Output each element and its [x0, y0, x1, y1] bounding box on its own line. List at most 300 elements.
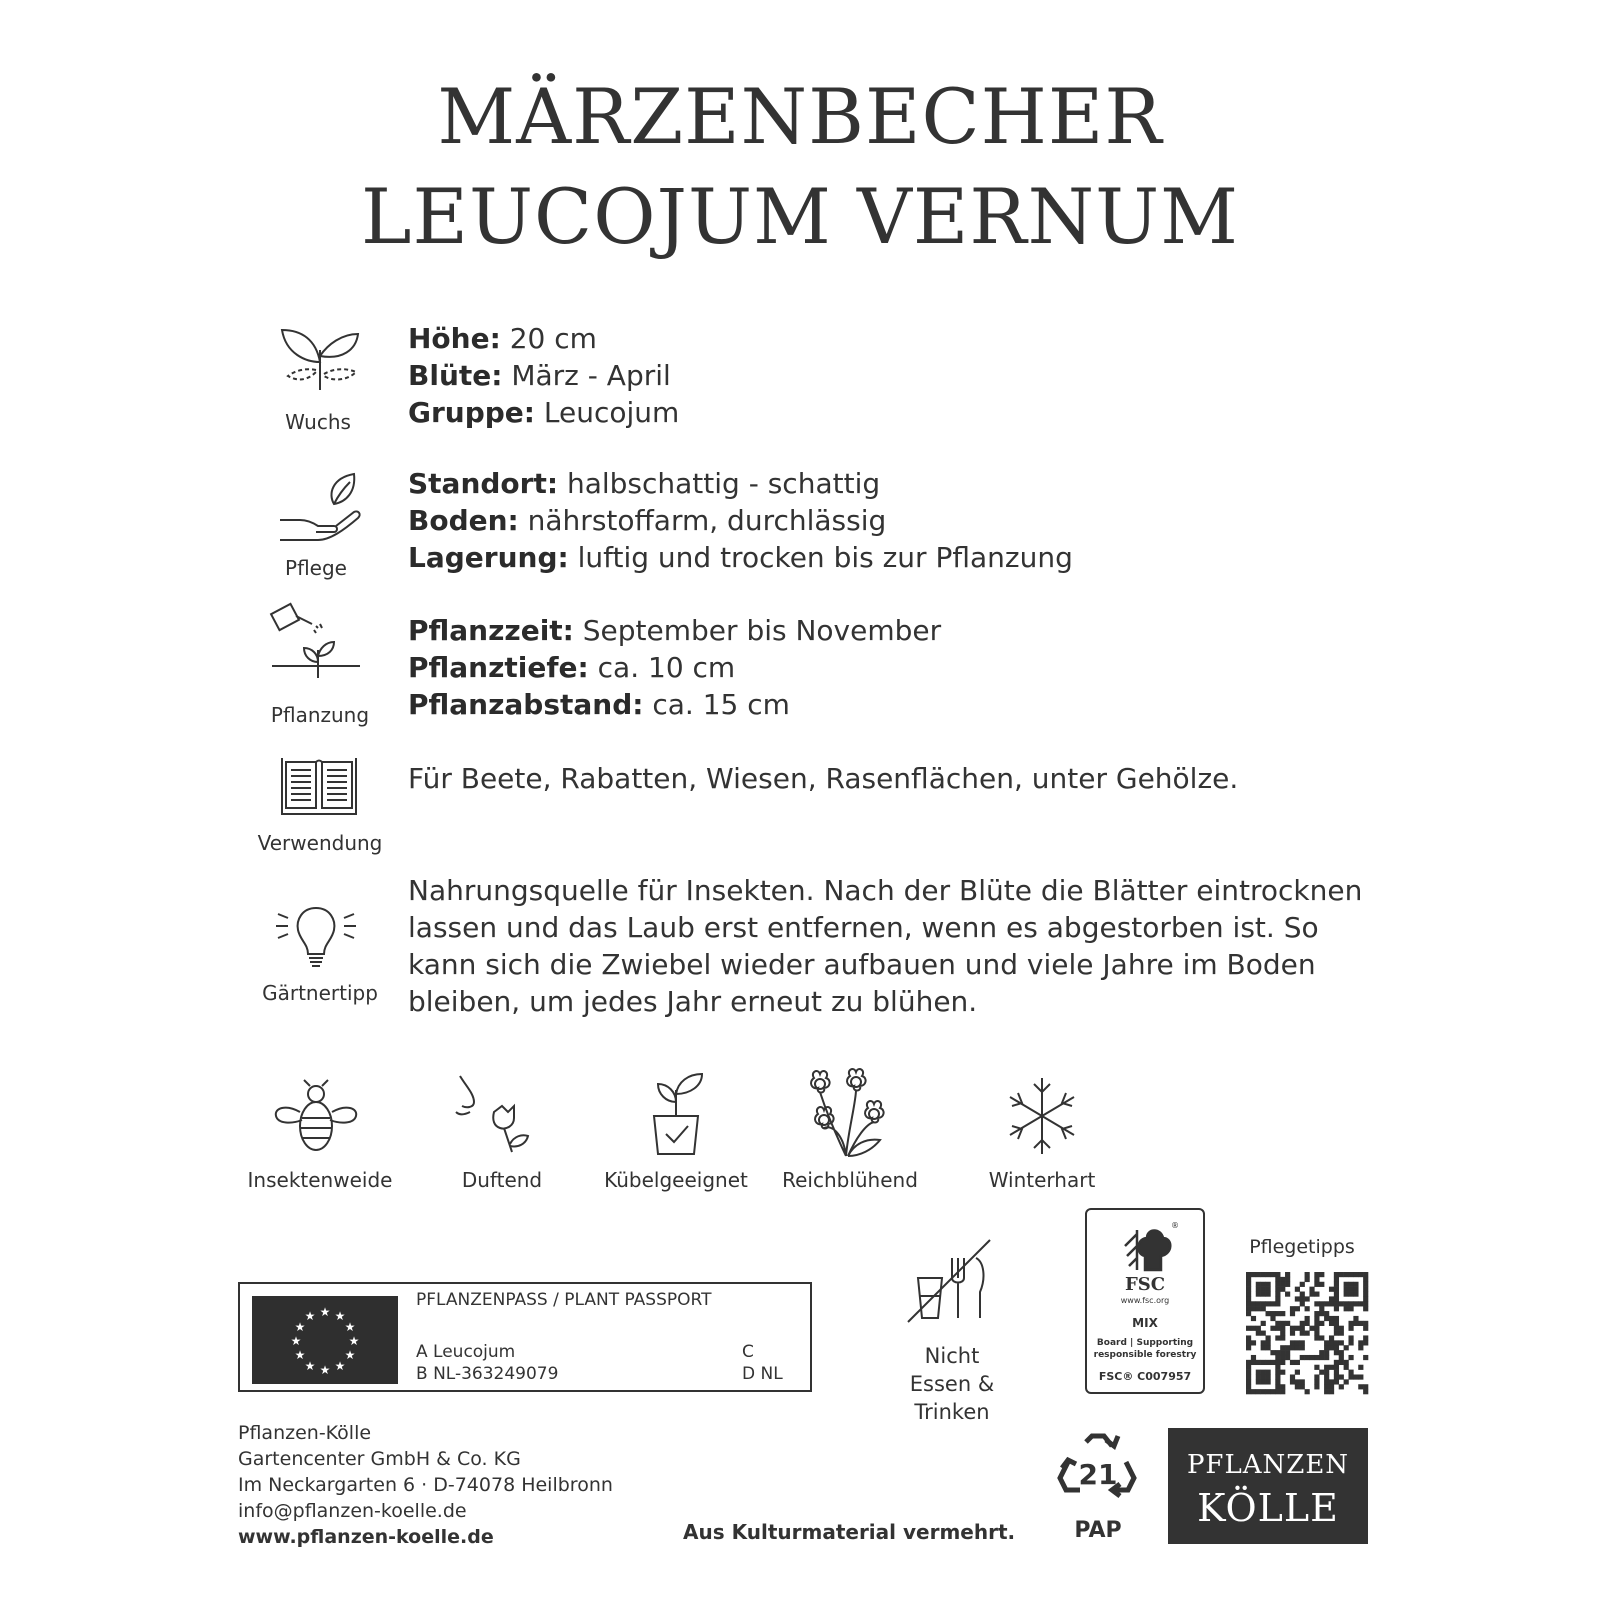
company-address [238, 1420, 613, 1550]
qr-module [1329, 1345, 1334, 1350]
potted-plant-icon [640, 1068, 712, 1158]
qr-module [1246, 1370, 1251, 1375]
qr-module [1261, 1331, 1266, 1336]
qr-module [1251, 1316, 1256, 1321]
fsc-code: FSC® C007957 [1098, 1370, 1192, 1383]
qr-module [1339, 1272, 1344, 1277]
info-row [408, 649, 941, 686]
svg-text:★: ★ [304, 1309, 316, 1323]
qr-module [1353, 1301, 1358, 1306]
fsc-mix: MIX [1132, 1316, 1158, 1330]
qr-module [1353, 1292, 1358, 1297]
qr-module [1246, 1340, 1251, 1345]
qr-module [1363, 1384, 1368, 1389]
qr-module [1329, 1301, 1334, 1306]
qr-module [1314, 1277, 1319, 1282]
qr-module [1319, 1321, 1324, 1326]
qr-module [1314, 1331, 1319, 1336]
qr-module [1363, 1292, 1368, 1297]
qr-module [1314, 1374, 1319, 1379]
qr-module [1261, 1389, 1266, 1394]
qr-module [1358, 1301, 1363, 1306]
qr-module [1329, 1340, 1334, 1345]
qr-module [1251, 1340, 1256, 1345]
qr-module [1290, 1331, 1295, 1336]
qr-module [1261, 1379, 1266, 1384]
svg-text:®: ® [1171, 1221, 1179, 1230]
qr-module [1339, 1326, 1344, 1331]
feature-label-kuebelgeeignet: Kübelgeeignet [604, 1168, 748, 1192]
qr-module [1319, 1311, 1324, 1316]
qr-module [1275, 1311, 1280, 1316]
svg-text:★: ★ [319, 1305, 331, 1319]
qr-module [1344, 1379, 1349, 1384]
qr-module [1329, 1316, 1334, 1321]
plant-growth-icon [276, 310, 362, 396]
qr-module [1300, 1326, 1305, 1331]
qr-module [1280, 1277, 1285, 1282]
info-pflege [408, 465, 1073, 576]
svg-text:★: ★ [319, 1363, 331, 1377]
qr-module [1344, 1301, 1349, 1306]
qr-module [1314, 1326, 1319, 1331]
qr-module [1285, 1321, 1290, 1326]
qr-module [1275, 1277, 1280, 1282]
qr-module [1266, 1311, 1271, 1316]
qr-module [1275, 1296, 1280, 1301]
info-key: Blüte: [408, 359, 503, 392]
qr-module [1275, 1335, 1280, 1340]
qr-module [1324, 1384, 1329, 1389]
qr-module [1334, 1306, 1339, 1311]
qr-module [1275, 1355, 1280, 1360]
passport-d: D NL [742, 1364, 783, 1384]
qr-module [1275, 1292, 1280, 1297]
qr-module [1348, 1370, 1353, 1375]
qr-module [1319, 1282, 1324, 1287]
qr-module [1334, 1379, 1339, 1384]
qr-module [1246, 1326, 1251, 1331]
qr-module [1261, 1360, 1266, 1365]
qr-module [1275, 1365, 1280, 1370]
qr-module [1261, 1340, 1266, 1345]
qr-module [1314, 1301, 1319, 1306]
qr-module [1266, 1272, 1271, 1277]
qr-module [1246, 1384, 1251, 1389]
qr-module [1329, 1365, 1334, 1370]
info-row [408, 465, 1073, 502]
qr-module [1280, 1355, 1285, 1360]
section-label-wuchs: Wuchs [285, 410, 351, 434]
qr-module [1290, 1379, 1295, 1384]
qr-module [1305, 1331, 1310, 1336]
qr-module [1275, 1272, 1280, 1277]
qr-module [1329, 1384, 1334, 1389]
fsc-brand: FSC [1124, 1274, 1166, 1295]
qr-module [1348, 1321, 1353, 1326]
qr-module [1251, 1301, 1256, 1306]
qr-module [1246, 1277, 1251, 1282]
address-line: Pflanzen-Kölle [238, 1422, 372, 1444]
qr-module [1344, 1306, 1349, 1311]
qr-module [1261, 1282, 1266, 1287]
qr-module [1246, 1287, 1251, 1292]
qr-module [1251, 1272, 1256, 1277]
qr-module [1290, 1340, 1295, 1345]
qr-module [1275, 1321, 1280, 1326]
qr-module [1334, 1292, 1339, 1297]
qr-module [1314, 1316, 1319, 1321]
address-email[interactable]: info@pflanzen-koelle.de [238, 1500, 467, 1522]
qr-module [1300, 1355, 1305, 1360]
eu-flag-icon [252, 1296, 398, 1384]
qr-module [1319, 1350, 1324, 1355]
qr-module [1348, 1272, 1353, 1277]
qr-module [1339, 1355, 1344, 1360]
qr-module [1334, 1331, 1339, 1336]
qr-module [1344, 1345, 1349, 1350]
qr-module [1246, 1345, 1251, 1350]
qr-module [1295, 1360, 1300, 1365]
qr-module [1251, 1360, 1256, 1365]
qr-module [1261, 1292, 1266, 1297]
qr-module [1266, 1360, 1271, 1365]
qr-module [1266, 1345, 1271, 1350]
qr-module [1280, 1389, 1285, 1394]
qr-module [1290, 1345, 1295, 1350]
qr-module [1358, 1374, 1363, 1379]
qr-module [1363, 1326, 1368, 1331]
info-key: Pflanzabstand: [408, 688, 644, 721]
qr-module [1363, 1321, 1368, 1326]
qr-module [1256, 1374, 1261, 1379]
qr-module [1246, 1292, 1251, 1297]
qr-module [1300, 1331, 1305, 1336]
qr-module [1334, 1374, 1339, 1379]
qr-module [1285, 1282, 1290, 1287]
qr-module [1314, 1355, 1319, 1360]
fsc-tree-icon [1115, 1220, 1179, 1276]
qr-module [1295, 1384, 1300, 1389]
qr-module [1266, 1335, 1271, 1340]
qr-module [1334, 1326, 1339, 1331]
qr-module [1314, 1311, 1319, 1316]
info-value: Leucojum [535, 396, 680, 429]
qr-module [1319, 1355, 1324, 1360]
qr-module [1246, 1296, 1251, 1301]
qr-module [1270, 1326, 1275, 1331]
info-row [408, 612, 941, 649]
qr-module [1334, 1296, 1339, 1301]
logo-line-1: PFLANZEN [1186, 1450, 1350, 1480]
qr-module [1285, 1355, 1290, 1360]
qr-module [1305, 1296, 1310, 1301]
qr-module [1256, 1389, 1261, 1394]
qr-module [1280, 1287, 1285, 1292]
qr-module [1266, 1370, 1271, 1375]
qr-module [1314, 1282, 1319, 1287]
qr-module [1256, 1287, 1261, 1292]
qr-module [1246, 1360, 1251, 1365]
qr-module [1309, 1355, 1314, 1360]
qr-module [1261, 1374, 1266, 1379]
qr-module [1319, 1272, 1324, 1277]
qr-module [1280, 1350, 1285, 1355]
info-value: halbschattig - schattig [558, 467, 881, 500]
qr-module [1344, 1272, 1349, 1277]
qr-module [1280, 1331, 1285, 1336]
svg-text:★: ★ [334, 1309, 346, 1323]
qr-module [1280, 1345, 1285, 1350]
qr-module [1363, 1389, 1368, 1394]
qr-module [1305, 1272, 1310, 1277]
title-botanical-name: LEUCOJUM VERNUM [361, 172, 1239, 261]
svg-text:★: ★ [334, 1359, 346, 1373]
qr-module [1329, 1321, 1334, 1326]
qr-module [1295, 1296, 1300, 1301]
qr-module [1256, 1331, 1261, 1336]
qr-module [1348, 1306, 1353, 1311]
info-row [408, 502, 1073, 539]
qr-module [1334, 1282, 1339, 1287]
qr-module [1358, 1384, 1363, 1389]
qr-module [1275, 1287, 1280, 1292]
qr-module [1280, 1360, 1285, 1365]
logo-line-2: KÖLLE [1197, 1486, 1339, 1530]
info-row [408, 357, 679, 394]
qr-module [1324, 1350, 1329, 1355]
qr-module [1261, 1321, 1266, 1326]
qr-module [1280, 1370, 1285, 1375]
flowers-icon [804, 1068, 892, 1160]
qr-module [1246, 1311, 1251, 1316]
hand-leaf-icon [278, 470, 364, 546]
qr-module [1363, 1355, 1368, 1360]
qr-module [1324, 1316, 1329, 1321]
qr-module [1261, 1306, 1266, 1311]
qr-module [1246, 1365, 1251, 1370]
qr-module [1363, 1282, 1368, 1287]
qr-module [1334, 1350, 1339, 1355]
tipp-line: kann sich die Zwiebel wieder aufbauen und viele Jahre im Boden [408, 948, 1316, 981]
qr-module [1295, 1379, 1300, 1384]
qr-module [1305, 1306, 1310, 1311]
qr-module [1309, 1326, 1314, 1331]
qr-module [1280, 1335, 1285, 1340]
info-key: Gruppe: [408, 396, 535, 429]
qr-module [1348, 1301, 1353, 1306]
info-wuchs [408, 320, 679, 431]
qr-module [1266, 1379, 1271, 1384]
qr-module [1246, 1306, 1251, 1311]
qr-module [1334, 1345, 1339, 1350]
qr-module [1295, 1287, 1300, 1292]
qr-module [1334, 1272, 1339, 1277]
qr-module [1363, 1340, 1368, 1345]
info-value: September bis November [573, 614, 942, 647]
qr-module [1324, 1379, 1329, 1384]
svg-text:★: ★ [348, 1334, 360, 1348]
qr-module [1270, 1389, 1275, 1394]
qr-module [1280, 1311, 1285, 1316]
feature-label-reichbluehend: Reichblühend [782, 1168, 918, 1192]
qr-module [1348, 1326, 1353, 1331]
book-icon [280, 756, 358, 818]
qr-module [1290, 1311, 1295, 1316]
qr-module [1353, 1287, 1358, 1292]
qr-module [1266, 1301, 1271, 1306]
qr-module [1285, 1272, 1290, 1277]
qr-module [1246, 1379, 1251, 1384]
info-row [408, 539, 1073, 576]
qr-module [1348, 1287, 1353, 1292]
no-food-line: Essen & Trinken [909, 1372, 995, 1424]
no-food-line: Nicht [924, 1344, 980, 1368]
qr-module [1266, 1287, 1271, 1292]
qr-module [1314, 1365, 1319, 1370]
qr-module [1344, 1360, 1349, 1365]
qr-module [1251, 1389, 1256, 1394]
svg-text:★: ★ [290, 1334, 302, 1348]
bee-icon [272, 1078, 360, 1154]
qr-module [1348, 1374, 1353, 1379]
qr-module [1363, 1301, 1368, 1306]
info-value: nährstoffarm, durchlässig [518, 504, 887, 537]
qr-module [1353, 1374, 1358, 1379]
tipp-text [408, 872, 1368, 1020]
qr-module [1344, 1365, 1349, 1370]
qr-module [1300, 1340, 1305, 1345]
qr-module [1266, 1292, 1271, 1297]
qr-module [1358, 1345, 1363, 1350]
qr-module [1275, 1370, 1280, 1375]
qr-module [1256, 1360, 1261, 1365]
section-label-verwendung: Verwendung [257, 831, 383, 855]
tipp-line: lassen und das Laub erst entfernen, wenn es abgestorben ist. So [408, 911, 1319, 944]
culture-note: Aus Kulturmaterial vermehrt. [683, 1520, 1016, 1544]
qr-module [1339, 1331, 1344, 1336]
qr-module [1309, 1287, 1314, 1292]
qr-module [1358, 1272, 1363, 1277]
info-row [408, 394, 679, 431]
qr-module [1319, 1306, 1324, 1311]
fsc-url: www.fsc.org [1120, 1296, 1170, 1305]
qr-module [1261, 1301, 1266, 1306]
qr-module [1353, 1282, 1358, 1287]
qr-module [1246, 1374, 1251, 1379]
recycling-code: PAP [1074, 1518, 1122, 1543]
qr-module [1290, 1374, 1295, 1379]
tipp-line: Nahrungsquelle für Insekten. Nach der Blüte die Blätter eintrocknen [408, 874, 1363, 907]
qr-module [1300, 1301, 1305, 1306]
qr-module [1353, 1316, 1358, 1321]
qr-module [1324, 1345, 1329, 1350]
fsc-claim-2: responsible forestry [1093, 1350, 1197, 1360]
info-pflanzung [408, 612, 941, 723]
qr-module [1334, 1301, 1339, 1306]
qr-module [1348, 1282, 1353, 1287]
qr-module [1275, 1282, 1280, 1287]
qr-module [1295, 1326, 1300, 1331]
recycling-number: 21 [1078, 1458, 1118, 1491]
qr-module [1358, 1365, 1363, 1370]
qr-module [1309, 1292, 1314, 1297]
qr-module [1266, 1389, 1271, 1394]
qr-module [1261, 1272, 1266, 1277]
qr-module [1290, 1360, 1295, 1365]
passport-b: B NL-363249079 [416, 1364, 559, 1384]
qr-module [1363, 1272, 1368, 1277]
address-line: Gartencenter GmbH & Co. KG [238, 1448, 521, 1470]
qr-module [1344, 1282, 1349, 1287]
qr-module [1314, 1272, 1319, 1277]
qr-module [1251, 1306, 1256, 1311]
qr-module [1324, 1389, 1329, 1394]
qr-module [1266, 1374, 1271, 1379]
info-key: Höhe: [408, 322, 501, 355]
qr-module [1290, 1326, 1295, 1331]
qr-module [1300, 1379, 1305, 1384]
passport-title: PFLANZENPASS / PLANT PASSPORT [416, 1290, 712, 1310]
qr-module [1261, 1345, 1266, 1350]
qr-module [1363, 1296, 1368, 1301]
qr-module [1358, 1340, 1363, 1345]
address-line: Im Neckargarten 6 · D-74078 Heilbronn [238, 1474, 613, 1496]
qr-module [1246, 1282, 1251, 1287]
qr-module [1295, 1306, 1300, 1311]
info-row [408, 686, 941, 723]
qr-module [1270, 1350, 1275, 1355]
section-label-pflanzung: Pflanzung [270, 703, 370, 727]
qr-module [1319, 1370, 1324, 1375]
qr-module [1334, 1277, 1339, 1282]
qr-module [1246, 1389, 1251, 1394]
qr-module [1363, 1306, 1368, 1311]
passport-a: A Leucojum [416, 1342, 516, 1362]
qr-module [1324, 1340, 1329, 1345]
qr-module [1334, 1360, 1339, 1365]
qr-module [1270, 1311, 1275, 1316]
qr-module [1295, 1370, 1300, 1375]
qr-module [1275, 1374, 1280, 1379]
qr-module [1256, 1370, 1261, 1375]
qr-module [1324, 1311, 1329, 1316]
qr-module [1275, 1379, 1280, 1384]
qr-module [1334, 1370, 1339, 1375]
qr-module [1334, 1365, 1339, 1370]
qr-module [1270, 1316, 1275, 1321]
svg-text:★: ★ [344, 1348, 356, 1362]
address-website[interactable]: www.pflanzen-koelle.de [238, 1526, 494, 1548]
qr-module [1324, 1355, 1329, 1360]
qr-module [1334, 1316, 1339, 1321]
qr-module [1256, 1301, 1261, 1306]
svg-text:★: ★ [294, 1348, 306, 1362]
qr-module [1319, 1335, 1324, 1340]
info-value: 20 cm [500, 322, 597, 355]
qr-code-icon[interactable] [1246, 1272, 1368, 1394]
info-value: ca. 10 cm [588, 651, 736, 684]
qr-module [1305, 1389, 1310, 1394]
qr-module [1280, 1321, 1285, 1326]
qr-module [1270, 1360, 1275, 1365]
qr-module [1285, 1345, 1290, 1350]
qr-module [1344, 1287, 1349, 1292]
qr-module [1329, 1296, 1334, 1301]
snowflake-icon [1004, 1076, 1080, 1156]
qr-module [1363, 1277, 1368, 1282]
qr-module [1280, 1326, 1285, 1331]
